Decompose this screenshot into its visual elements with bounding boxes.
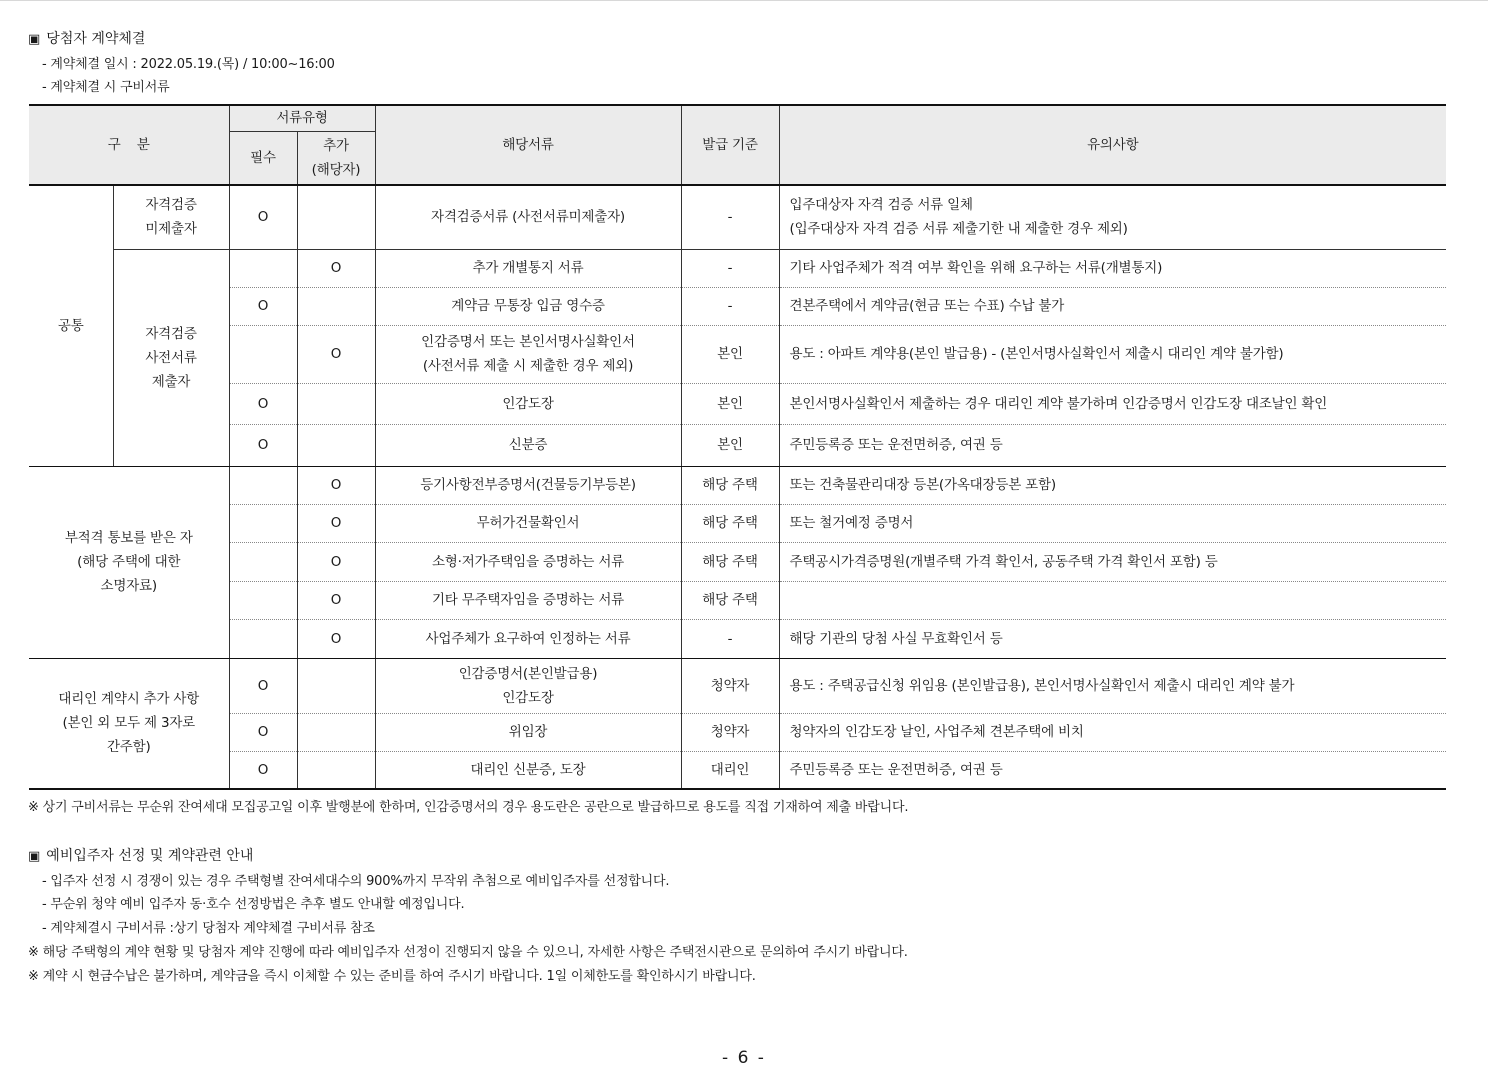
row4-document	[375, 325, 681, 383]
row6-note: 주민등록증 또는 운전면허증, 여권 등	[779, 424, 1446, 466]
row5-basis: 본인	[681, 383, 779, 424]
header-category: 구 분	[29, 105, 229, 185]
row7-basis: 해당 주택	[681, 466, 779, 504]
required-documents-table	[29, 104, 1446, 790]
group-proxy-line3: 간주함)	[106, 739, 151, 756]
subgroup-submitted	[113, 249, 229, 466]
row10-document: 기타 무주택자임을 증명하는 서류	[375, 581, 681, 619]
row1-required: O	[229, 185, 297, 249]
top-divider	[0, 0, 1488, 1]
section1-heading	[28, 28, 145, 48]
row11-required	[229, 619, 297, 658]
row1-basis: -	[681, 185, 779, 249]
subgroup-unverified	[113, 185, 229, 249]
subgroup-submitted-line1: 자격검증	[145, 325, 197, 342]
row14-document: 대리인 신분증, 도장	[375, 751, 681, 789]
group-ineligible-line2: (해당 주택에 대한	[77, 554, 181, 570]
group-ineligible-line3: 소명자료)	[100, 578, 157, 594]
header-additional-line1: 추가	[323, 137, 349, 154]
row4-additional: O	[297, 325, 375, 383]
row7-note: 또는 건축물관리대장 등본(가옥대장등본 포함)	[779, 466, 1446, 504]
row8-note: 또는 철거예정 증명서	[779, 504, 1446, 542]
header-doc-type: 서류유형	[229, 105, 375, 131]
row12-document	[375, 658, 681, 713]
row11-basis: -	[681, 619, 779, 658]
row12-document-line2: 인감도장	[502, 689, 554, 706]
row4-document-line2: (사전서류 제출 시 제출한 경우 제외)	[422, 358, 634, 374]
row14-basis: 대리인	[681, 751, 779, 789]
row6-document: 신분증	[375, 424, 681, 466]
row2-basis: -	[681, 249, 779, 287]
row5-document: 인감도장	[375, 383, 681, 424]
contract-date-line: - 계약체결 일시 : 2022.05.19.(목) / 10:00~16:00	[42, 57, 335, 72]
group-ineligible	[29, 466, 229, 658]
row9-additional: O	[297, 542, 375, 581]
waitlist-note-2: ※ 계약 시 현금수납은 불가하며, 계약금을 즉시 이체할 수 있는 준비를 하여 주시기 바랍니다. 1일 이체한도를 확인하시기 바랍니다.	[28, 969, 756, 984]
row1-note	[779, 185, 1446, 249]
header-document: 해당서류	[375, 105, 681, 185]
row9-document: 소형·저가주택임을 증명하는 서류	[375, 542, 681, 581]
row2-note: 기타 사업주체가 적격 여부 확인을 위해 요구하는 서류(개별통지)	[779, 249, 1446, 287]
section-marker-icon: ▣	[28, 849, 41, 864]
row10-note	[779, 581, 1446, 619]
row6-required: O	[229, 424, 297, 466]
row13-additional	[297, 713, 375, 751]
header-additional-line2: (해당자)	[311, 161, 361, 178]
header-additional	[297, 131, 375, 185]
subgroup-unverified-line1: 자격검증	[145, 197, 197, 214]
row2-required	[229, 249, 297, 287]
row1-note-line1: 입주대상자 자격 검증 서류 일체	[789, 197, 973, 214]
table-footnote: ※ 상기 구비서류는 무순위 잔여세대 모집공고일 이후 발행분에 한하며, 인감증명서의 경우 용도란은 공란으로 발급하므로 용도를 직접 기재하여 제출 바랍니다.	[28, 800, 909, 815]
row10-required	[229, 581, 297, 619]
row8-basis: 해당 주택	[681, 504, 779, 542]
row12-basis: 청약자	[681, 658, 779, 713]
row3-document: 계약금 무통장 입금 영수증	[375, 287, 681, 325]
page-number: - 6 -	[722, 1048, 766, 1068]
row11-note: 해당 기관의 당첨 사실 무효확인서 등	[779, 619, 1446, 658]
section2-title: 예비입주자 선정 및 계약관련 안내	[46, 848, 254, 864]
row14-additional	[297, 751, 375, 789]
row7-additional: O	[297, 466, 375, 504]
row9-note: 주택공시가격증명원(개별주택 가격 확인서, 공동주택 가격 확인서 포함) 등	[779, 542, 1446, 581]
row2-additional: O	[297, 249, 375, 287]
row12-note: 용도 : 주택공급신청 위임용 (본인발급용), 본인서명사실확인서 제출시 대리인 계약 불가	[779, 658, 1446, 713]
row13-note: 청약자의 인감도장 날인, 사업주체 견본주택에 비치	[779, 713, 1446, 751]
row10-additional: O	[297, 581, 375, 619]
row10-basis: 해당 주택	[681, 581, 779, 619]
section-marker-icon: ▣	[28, 32, 41, 47]
section1-title: 당첨자 계약체결	[46, 31, 146, 47]
row12-required: O	[229, 658, 297, 713]
required-docs-line: - 계약체결 시 구비서류	[42, 80, 170, 95]
row1-additional	[297, 185, 375, 249]
group-proxy	[29, 658, 229, 789]
row6-additional	[297, 424, 375, 466]
group-proxy-line2: (본인 외 모두 제 3자로	[62, 715, 196, 732]
row13-required: O	[229, 713, 297, 751]
row11-document: 사업주체가 요구하여 인정하는 서류	[375, 619, 681, 658]
waitlist-line-1: - 입주자 선정 시 경쟁이 있는 경우 주택형별 잔여세대수의 900%까지 무작위 추첨으로 예비입주자를 선정합니다.	[42, 874, 670, 889]
row9-basis: 해당 주택	[681, 542, 779, 581]
group-common: 공통	[29, 185, 113, 466]
row7-document: 등기사항전부증명서(건물등기부등본)	[375, 466, 681, 504]
group-proxy-line1: 대리인 계약시 추가 사항	[58, 691, 200, 708]
row13-basis: 청약자	[681, 713, 779, 751]
row1-document: 자격검증서류 (사전서류미제출자)	[375, 185, 681, 249]
row5-additional	[297, 383, 375, 424]
row3-note: 견본주택에서 계약금(현금 또는 수표) 수납 불가	[779, 287, 1446, 325]
row4-document-line1: 인감증명서 또는 본인서명사실확인서	[421, 334, 635, 350]
section2-heading	[28, 845, 253, 865]
row1-note-line2: (입주대상자 자격 검증 서류 제출기한 내 제출한 경우 제외)	[789, 221, 1128, 238]
row4-basis: 본인	[681, 325, 779, 383]
row3-additional	[297, 287, 375, 325]
waitlist-line-3: - 계약체결시 구비서류 :상기 당첨자 계약체결 구비서류 참조	[42, 921, 375, 936]
row2-document: 추가 개별통지 서류	[375, 249, 681, 287]
waitlist-note-1: ※ 해당 주택형의 계약 현황 및 당첨자 계약 진행에 따라 예비입주자 선정이 진행되지 않을 수 있으니, 자세한 사항은 주택전시관으로 문의하여 주시기 바랍니다.	[28, 945, 908, 960]
subgroup-unverified-line2: 미제출자	[145, 221, 197, 238]
row13-document: 위임장	[375, 713, 681, 751]
row8-required	[229, 504, 297, 542]
row6-basis: 본인	[681, 424, 779, 466]
row9-required	[229, 542, 297, 581]
row5-note: 본인서명사실확인서 제출하는 경우 대리인 계약 불가하며 인감증명서 인감도장 대조날인 확인	[779, 383, 1446, 424]
subgroup-submitted-line3: 제출자	[151, 373, 191, 390]
row14-required: O	[229, 751, 297, 789]
row8-additional: O	[297, 504, 375, 542]
group-ineligible-line1: 부적격 통보를 받은 자	[64, 530, 193, 546]
row8-document: 무허가건물확인서	[375, 504, 681, 542]
row5-required: O	[229, 383, 297, 424]
row4-required	[229, 325, 297, 383]
row3-basis: -	[681, 287, 779, 325]
header-issue-basis: 발급 기준	[681, 105, 779, 185]
row4-note: 용도 : 아파트 계약용(본인 발급용) - (본인서명사실확인서 제출시 대리인 계약 불가함)	[779, 325, 1446, 383]
row12-document-line1: 인감증명서(본인발급용)	[458, 665, 598, 682]
row3-required: O	[229, 287, 297, 325]
row12-additional	[297, 658, 375, 713]
subgroup-submitted-line2: 사전서류	[145, 349, 197, 366]
row14-note: 주민등록증 또는 운전면허증, 여권 등	[779, 751, 1446, 789]
row11-additional: O	[297, 619, 375, 658]
waitlist-line-2: - 무순위 청약 예비 입주자 동·호수 선정방법은 추후 별도 안내할 예정입니다.	[42, 897, 465, 912]
row7-required	[229, 466, 297, 504]
header-required: 필수	[229, 131, 297, 185]
header-notes: 유의사항	[779, 105, 1446, 185]
